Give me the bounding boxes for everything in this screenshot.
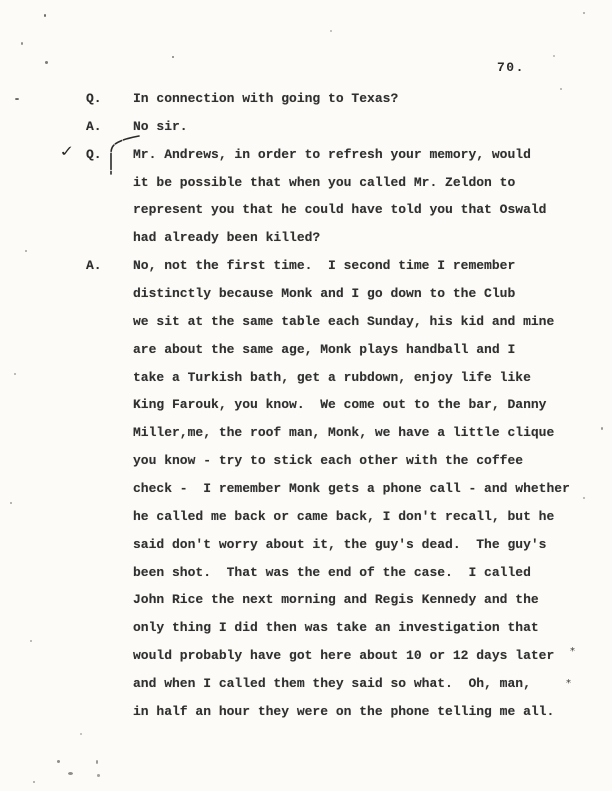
scan-speckle <box>330 30 332 32</box>
transcript-line <box>0 308 612 336</box>
scan-speckle <box>21 42 23 45</box>
scan-speckle <box>68 772 73 775</box>
line-text: in half an hour they were on the phone telling me all. <box>133 703 555 719</box>
line-text: he called me back or came back, I don't recall, but he <box>133 508 555 524</box>
margin-asterisk-mark: * <box>570 646 575 657</box>
line-text: King Farouk, you know. We come out to the bar, Danny <box>133 397 547 413</box>
transcript-line <box>0 141 612 169</box>
line-text: we sit at the same table each Sunday, his kid and mine <box>133 313 555 329</box>
line-text: said don't worry about it, the guy's dead. The guy's <box>133 536 547 552</box>
transcript-line <box>0 85 612 113</box>
line-text: Miller,me, the roof man, Monk, we have a little clique <box>133 425 555 441</box>
line-text: In connection with going to Texas? <box>133 91 399 106</box>
transcript-line <box>0 224 612 252</box>
transcript-line <box>0 559 612 587</box>
scan-speckle <box>172 56 174 58</box>
transcript-line <box>0 336 612 364</box>
scan-speckle <box>45 61 48 64</box>
line-text: you know - try to stick each other with the coffee <box>133 453 524 469</box>
line-text: No sir. <box>133 118 188 134</box>
scan-speckle <box>96 760 98 764</box>
margin-asterisk-mark: * <box>566 678 571 689</box>
page-number: 70. <box>497 60 525 75</box>
line-text: take a Turkish bath, get a rubdown, enjoy life like <box>133 369 531 385</box>
scan-speckle <box>44 14 46 17</box>
scan-speckle <box>97 774 100 777</box>
transcript-line <box>0 169 612 197</box>
scan-speckle <box>80 733 82 735</box>
transcript-body <box>0 85 612 726</box>
line-text: and when I called them they said so what. Oh, man, <box>133 676 531 692</box>
line-text: represent you that he could have told you that Oswald <box>133 202 547 218</box>
scan-speckle <box>10 502 12 504</box>
transcript-line <box>0 503 612 531</box>
line-text: it be possible that when you called Mr. Zeldon to <box>133 174 516 190</box>
transcript-line <box>0 614 612 642</box>
transcript-line <box>0 670 612 698</box>
scan-speckle <box>15 98 19 100</box>
scan-speckle <box>583 497 585 499</box>
line-text: check - I remember Monk gets a phone call - and whether <box>133 481 570 497</box>
transcript-line <box>0 196 612 224</box>
transcript-line <box>0 447 612 475</box>
line-text: had already been killed? <box>133 230 321 246</box>
line-text: only thing I did then was take an investigation that <box>133 620 539 636</box>
speaker-label: Q. <box>86 146 102 162</box>
scan-speckle <box>583 12 585 14</box>
transcript-line <box>0 586 612 614</box>
transcript-line <box>0 475 612 503</box>
scan-speckle <box>25 250 27 252</box>
line-text: been shot. That was the end of the case. I called <box>133 564 531 580</box>
scan-speckle <box>601 427 603 430</box>
transcript-line <box>0 391 612 419</box>
handwritten-checkmark: ✓ <box>59 142 75 162</box>
transcript-line <box>0 113 612 141</box>
line-text: would probably have got here about 10 or 12 days later <box>133 648 555 664</box>
scan-speckle <box>33 781 35 783</box>
line-text: distinctly because Monk and I go down to the Club <box>133 286 516 302</box>
transcript-line <box>0 531 612 559</box>
line-text: are about the same age, Monk plays handball and I <box>133 341 516 357</box>
line-text: Mr. Andrews, in order to refresh your memory, would <box>133 146 531 162</box>
transcript-line <box>0 419 612 447</box>
transcript-line <box>0 698 612 726</box>
scan-speckle <box>57 760 60 763</box>
scan-speckle <box>14 373 16 375</box>
transcript-line <box>0 252 612 280</box>
speaker-label: Q. <box>86 91 102 106</box>
speaker-label: A. <box>86 258 102 274</box>
transcript-line <box>0 280 612 308</box>
line-text: No, not the first time. I second time I remember <box>133 258 516 274</box>
transcript-line <box>0 364 612 392</box>
scan-speckle <box>553 55 555 57</box>
scan-speckle <box>560 88 562 90</box>
speaker-label: A. <box>86 118 102 134</box>
scan-speckle <box>30 640 32 642</box>
transcript-line <box>0 642 612 670</box>
line-text: John Rice the next morning and Regis Kennedy and the <box>133 592 539 608</box>
